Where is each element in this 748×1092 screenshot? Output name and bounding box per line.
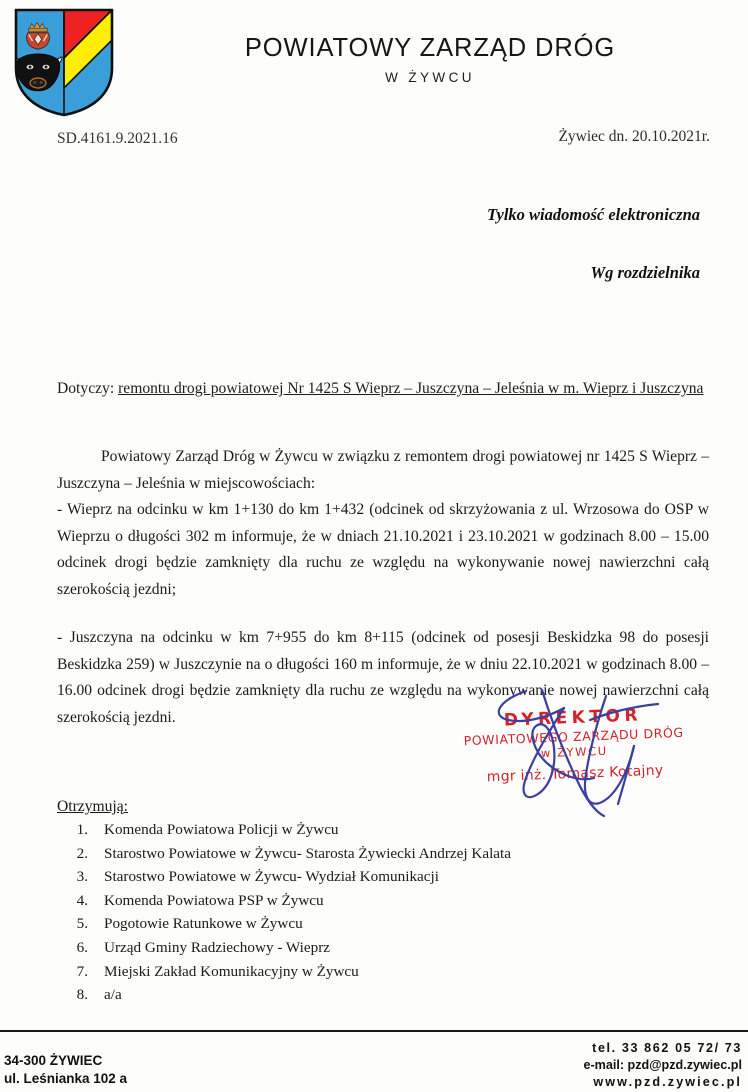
recipients-label: Otrzymują:	[57, 798, 129, 815]
footer-contact	[583, 1040, 742, 1091]
footer-address-city: 34-300 ŻYWIEC	[4, 1053, 103, 1068]
list-item	[57, 889, 677, 913]
list-item	[57, 865, 677, 889]
body-paragraph-wieprz: - Wieprz na odcinku w km 1+130 do km 1+432 (odcinek od skrzyżowania z ul. Wrzosowa do OSP w Wieprzu o długości 302 m informuje, że w dniach 21.10.2021 i 23.10.2021 w godzinach 8.00 – 15.00 odcinek drogi będzie zamknięty dla ruchu ze względu na wykonywanie nowej nawierzchni całą szerokością jezdni;	[57, 501, 709, 598]
body-paragraph-intro: Powiatowy Zarząd Dróg w Żywcu w związku z remontem drogi powiatowej nr 1425 S Wieprz – Juszczyna – Jeleśnia w miejscowościach:	[57, 448, 709, 492]
body-paragraph-juszczyna: - Juszczyna na odcinku w km 7+955 do km 8+115 (odcinek od posesji Beskidzka 98 do posesji Beskidzka 259) w Juszczynie na o długości 160 m informuje, że w dniu 22.10.2021 w godzinach 8.00 – 16.00 odcinek drogi będzie zamknięty dla ruchu ze względu na wykonywanie nowej nawierzchni całą szerokością jezdni.	[57, 629, 709, 726]
zywiec-county-coat-of-arms-icon	[12, 6, 116, 118]
list-item-label: Urząd Gminy Radziechowy - Wieprz	[104, 938, 330, 956]
list-item	[57, 912, 677, 936]
list-item	[57, 960, 677, 984]
organization-name: POWIATOWY ZARZĄD DRÓG	[244, 34, 616, 62]
addressee-block	[487, 205, 700, 283]
addressee-line-distribution: Wg rozdzielnika	[590, 263, 700, 282]
list-item-number: 8.	[76, 986, 88, 1004]
list-item-label: a/a	[104, 986, 122, 1004]
list-item-label: Miejski Zakład Komunikacyjny w Żywcu	[104, 962, 359, 980]
recipients-list	[57, 818, 677, 1007]
reference-number: SD.4161.9.2021.16	[57, 130, 178, 147]
footer-address	[4, 1052, 127, 1088]
signature-and-stamp-area	[430, 686, 710, 821]
director-stamp	[449, 703, 700, 786]
footer-address-street: ul. Leśnianka 102 a	[4, 1071, 128, 1086]
footer-divider	[0, 1030, 748, 1032]
list-item-number: 3.	[76, 868, 88, 886]
list-item-label: Starostwo Powiatowe w Żywcu- Wydział Komunikacji	[104, 868, 439, 886]
subject-line	[57, 376, 707, 401]
list-item-label: Starostwo Powiatowe w Żywcu- Starosta Żywiecki Andrzej Kalata	[104, 844, 512, 862]
list-item-label: Komenda Powiatowa Policji w Żywcu	[104, 821, 339, 838]
subject-label: Dotyczy:	[57, 380, 115, 397]
list-item-number: 2.	[76, 844, 88, 862]
list-item-number: 1.	[76, 821, 88, 838]
list-item-number: 5.	[76, 915, 88, 933]
list-item-number: 6.	[76, 938, 88, 956]
organization-city: W ŻYWCU	[385, 70, 475, 85]
organization-title-block	[150, 34, 710, 85]
stamp-title: DYREKTOR	[503, 705, 643, 731]
footer-email: e-mail: pzd@pzd.zywiec.pl	[583, 1058, 742, 1072]
stamp-person-name: mgr inż. Tomasz Kotajny	[486, 762, 664, 786]
addressee-line-electronic: Tylko wiadomość elektroniczna	[487, 205, 700, 224]
stamp-organization: POWIATOWEGO ZARZĄDU DRÓG	[463, 724, 684, 749]
list-item	[57, 842, 677, 866]
list-item	[57, 936, 677, 960]
place-and-date: Żywiec dn. 20.10.2021r.	[558, 128, 710, 145]
subject-text: remontu drogi powiatowej Nr 1425 S Wieprz – Juszczyna – Jeleśnia w m. Wieprz i Juszczyna	[118, 380, 704, 397]
list-item-label: Pogotowie Ratunkowe w Żywcu	[104, 915, 303, 933]
list-item-number: 4.	[76, 891, 88, 909]
list-item	[57, 818, 677, 842]
list-item	[57, 983, 677, 1007]
footer-website: www.pzd.zywiec.pl	[593, 1075, 742, 1089]
footer-phone: tel. 33 862 05 72/ 73	[592, 1041, 742, 1055]
list-item-number: 7.	[76, 962, 88, 980]
letterhead-header	[0, 0, 748, 120]
stamp-city: w ŻYWCU	[540, 743, 608, 761]
list-item-label: Komenda Powiatowa PSP w Żywcu	[104, 891, 324, 909]
